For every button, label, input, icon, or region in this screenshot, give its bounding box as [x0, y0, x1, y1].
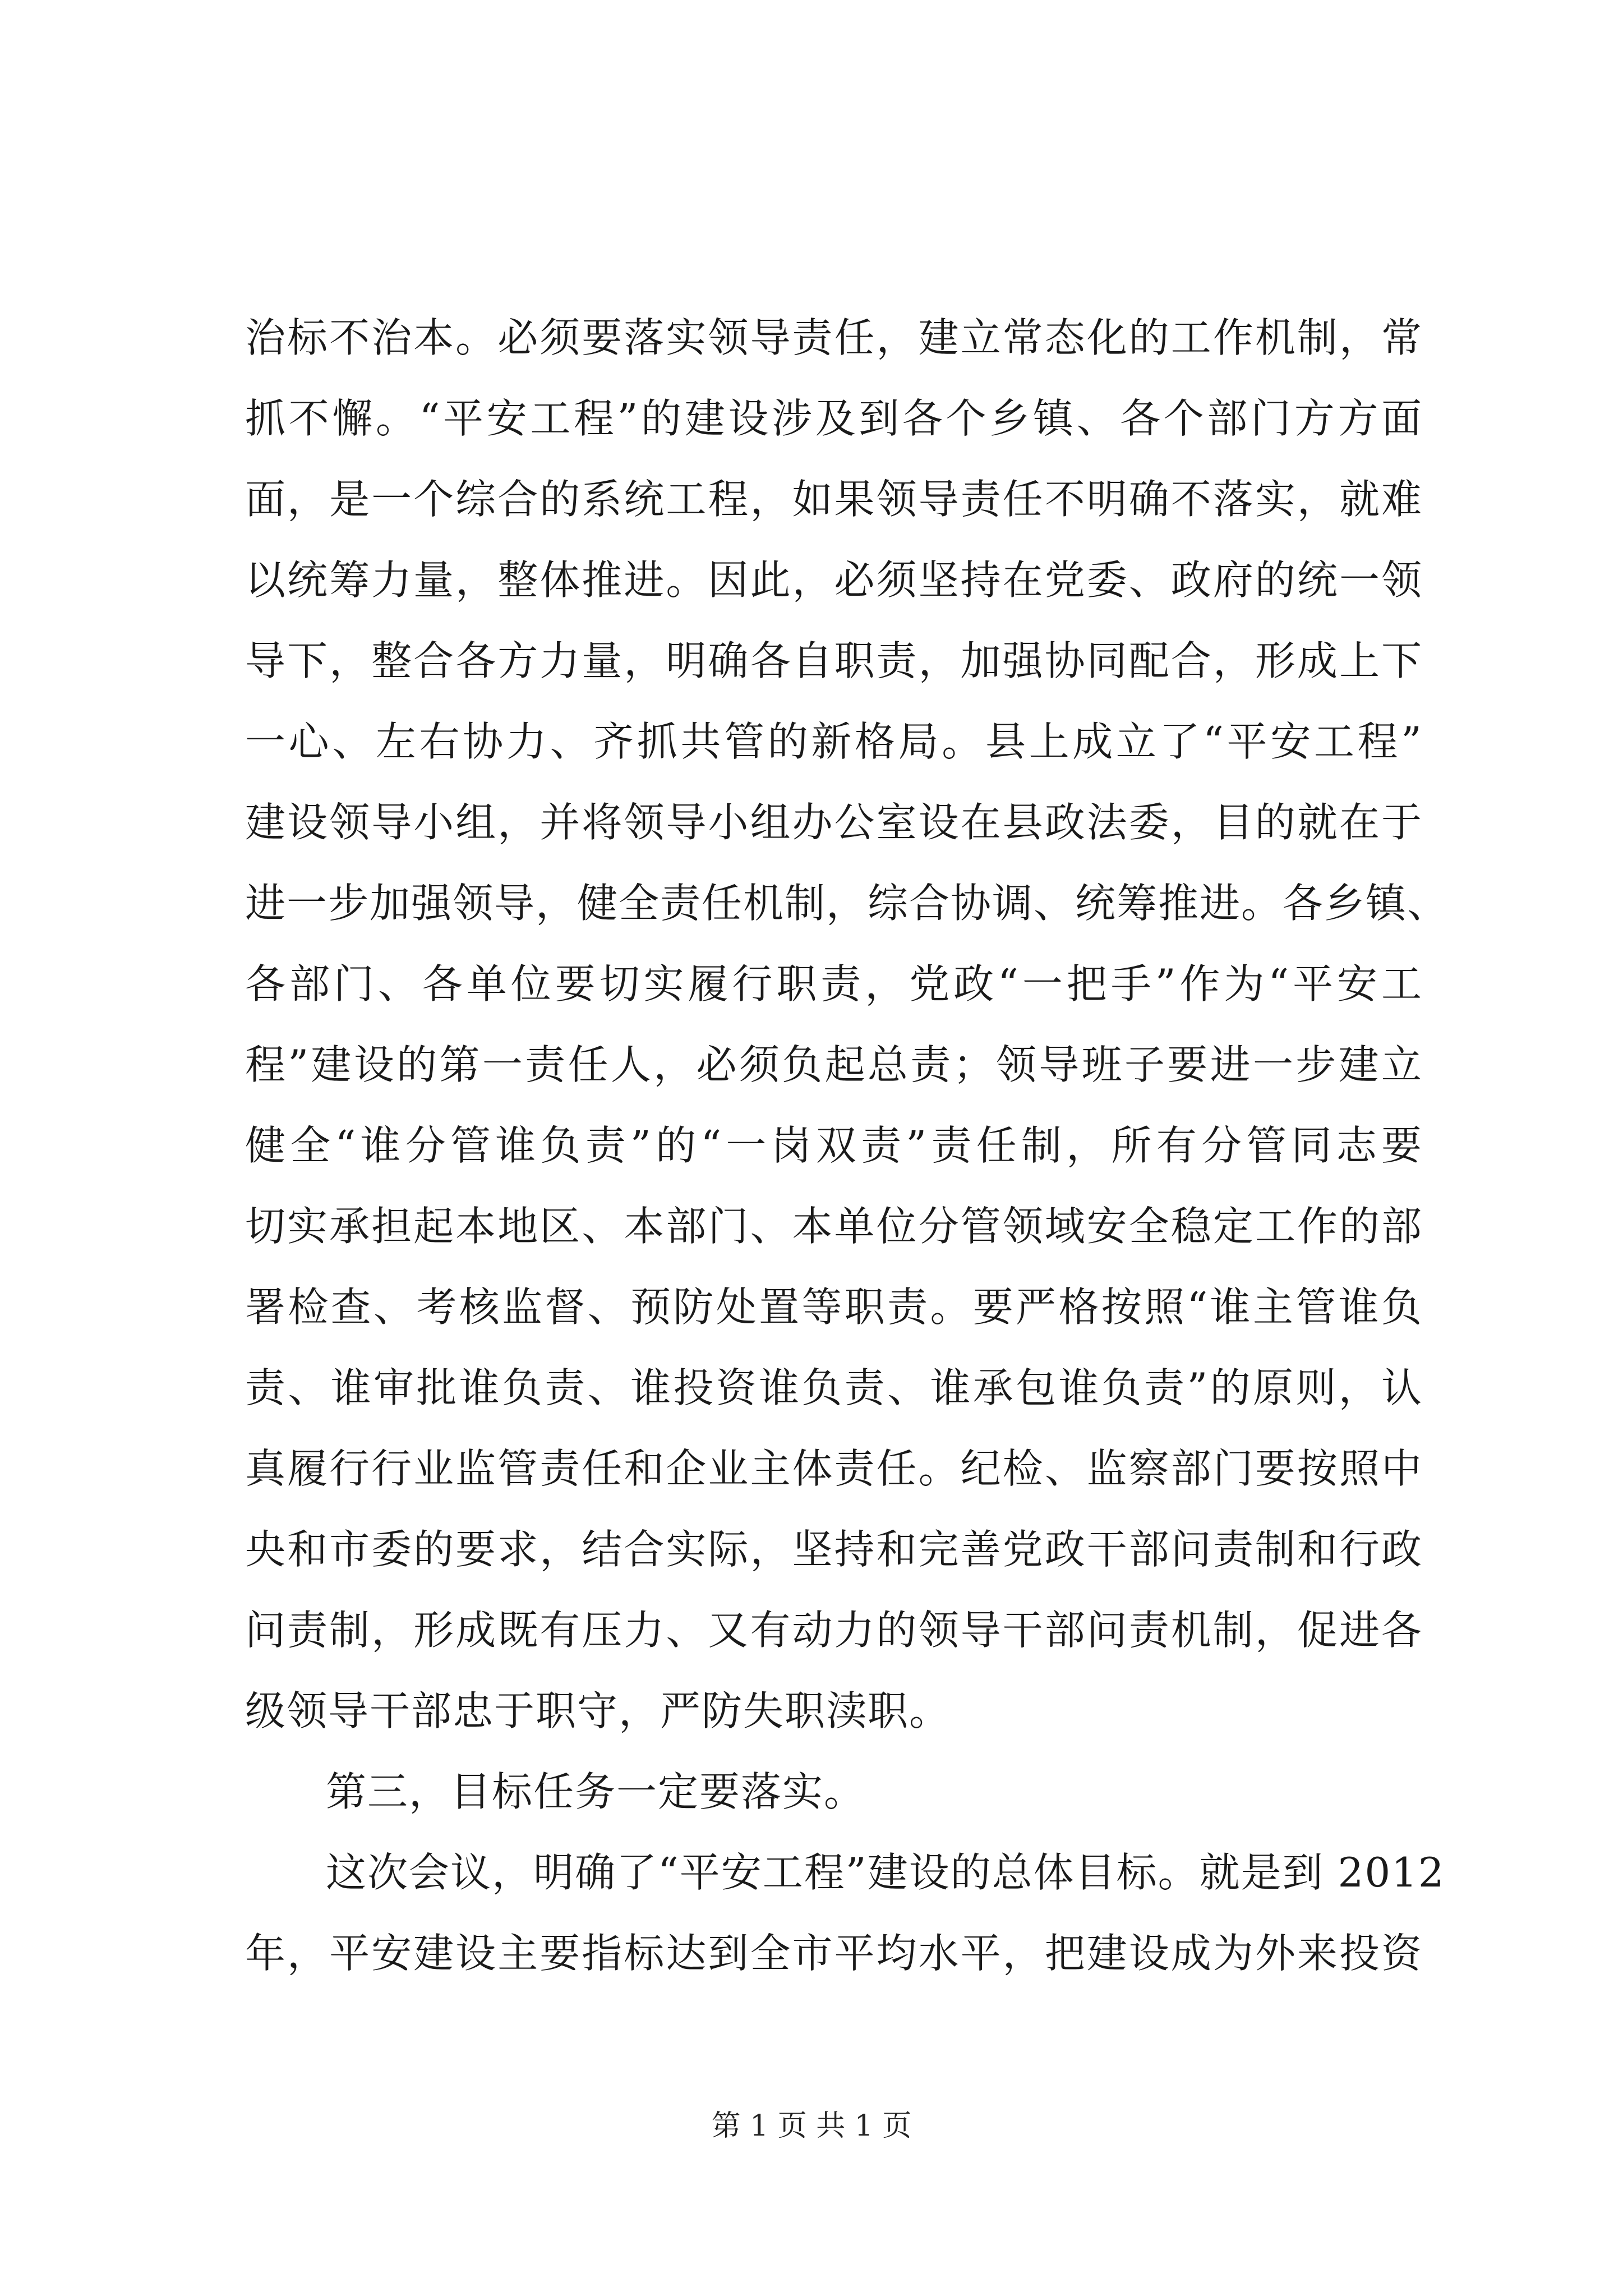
text-line: 面，是一个综合的系统工程，如果领导责任不明确不落实，就难 — [245, 476, 1423, 523]
text-line: 年，平安建设主要指标达到全市平均水平，把建设成为外来投资 — [245, 1930, 1423, 1977]
page-number-footer: 第 1 页 共 1 页 — [711, 2109, 912, 2143]
text-line: 程”建设的第一责任人，必须负起总责；领导班子要进一步建立 — [245, 1041, 1423, 1088]
text-line: 责、谁审批谁负责、谁投资谁负责、谁承包谁负责”的原则，认 — [245, 1364, 1423, 1411]
text-line: 一心、左右协力、齐抓共管的新格局。县上成立了“平安工程” — [245, 718, 1423, 765]
text-line: 各部门、各单位要切实履行职责，党政“一把手”作为“平安工 — [245, 960, 1423, 1007]
text-line: 真履行行业监管责任和企业主体责任。纪检、监察部门要按照中 — [245, 1445, 1423, 1492]
text-line: 问责制，形成既有压力、又有动力的领导干部问责机制，促进各 — [245, 1607, 1423, 1654]
text-line: 署检查、考核监督、预防处置等职责。要严格按照“谁主管谁负 — [245, 1283, 1423, 1331]
section-heading: 第三，目标任务一定要落实。 — [326, 1768, 866, 1815]
text-line: 央和市委的要求，结合实际，坚持和完善党政干部问责制和行政 — [245, 1526, 1423, 1573]
text-line: 健全“谁分管谁负责”的“一岗双责”责任制，所有分管同志要 — [245, 1122, 1423, 1169]
text-line: 治标不治本。必须要落实领导责任，建立常态化的工作机制，常 — [245, 314, 1423, 361]
body-text — [245, 297, 1449, 1994]
text-line: 导下，整合各方力量，明确各自职责，加强协同配合，形成上下 — [245, 637, 1423, 684]
text-line: 这次会议，明确了“平安工程”建设的总体目标。就是到 2012 — [326, 1849, 1445, 1896]
text-line: 级领导干部忠于职守，严防失职渎职。 — [245, 1687, 951, 1734]
text-line: 切实承担起本地区、本部门、本单位分管领域安全稳定工作的部 — [245, 1203, 1423, 1250]
text-line: 建设领导小组，并将领导小组办公室设在县政法委，目的就在于 — [245, 799, 1423, 846]
text-line: 抓不懈。“平安工程”的建设涉及到各个乡镇、各个部门方方面 — [245, 395, 1423, 442]
text-line: 以统筹力量，整体推进。因此，必须坚持在党委、政府的统一领 — [245, 556, 1423, 604]
text-line: 进一步加强领导，健全责任机制，综合协调、统筹推进。各乡镇、 — [245, 880, 1449, 927]
